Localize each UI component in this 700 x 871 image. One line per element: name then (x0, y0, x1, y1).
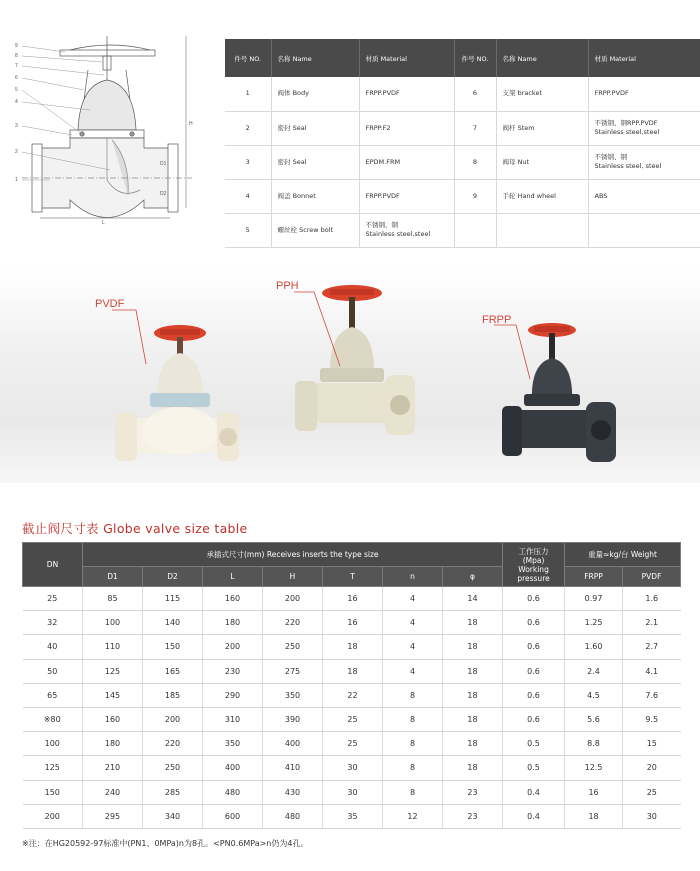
size-cell: 7.6 (623, 683, 681, 707)
size-cell: 0.4 (503, 804, 565, 828)
size-row (23, 659, 681, 683)
size-cell: 18 (443, 707, 503, 731)
size-cell: 0.6 (503, 683, 565, 707)
parts-header-name-2: 名称 Name (496, 39, 588, 77)
parts-cell: 9 (454, 179, 496, 213)
size-cell: 115 (143, 587, 203, 611)
parts-cell: 阀杆 Stem (496, 111, 588, 145)
parts-row (225, 77, 700, 111)
parts-header-name: 名称 Name (271, 39, 359, 77)
parts-row (225, 145, 700, 179)
parts-cell: 不锈钢、钢 Stainless steel,steel (359, 213, 454, 247)
callout-6: 6 (15, 75, 18, 81)
parts-cell: 不锈钢、钢 Stainless steel, steel (588, 145, 700, 179)
size-cell: 18 (443, 683, 503, 707)
parts-cell: FRPP.PVDF (359, 179, 454, 213)
size-row (23, 635, 681, 659)
size-cell: 0.6 (503, 659, 565, 683)
size-cell: 32 (23, 611, 83, 635)
parts-cell: 密封 Seal (271, 111, 359, 145)
parts-header-material: 材质 Material (359, 39, 454, 77)
size-cell: 20 (623, 756, 681, 780)
size-cell: 340 (143, 804, 203, 828)
size-cell: 145 (83, 683, 143, 707)
size-cell: 0.6 (503, 587, 565, 611)
size-cell: 12.5 (565, 756, 623, 780)
size-cell: 9.5 (623, 707, 681, 731)
size-cell: 23 (443, 804, 503, 828)
size-cell: 200 (203, 635, 263, 659)
size-cell: 0.6 (503, 707, 565, 731)
size-cell: 165 (143, 659, 203, 683)
size-cell: 4.1 (623, 659, 681, 683)
parts-cell: 螺丝栓 Screw bolt (271, 213, 359, 247)
size-cell: 230 (203, 659, 263, 683)
size-cell: 0.5 (503, 732, 565, 756)
size-cell: 2.1 (623, 611, 681, 635)
parts-cell: 手轮 Hand wheel (496, 179, 588, 213)
size-cell: 18 (323, 635, 383, 659)
size-cell: 22 (323, 683, 383, 707)
size-cell: 210 (83, 756, 143, 780)
size-cell: 390 (263, 707, 323, 731)
size-cell: 310 (203, 707, 263, 731)
callout-7: 7 (15, 63, 18, 69)
parts-cell: FRPP.PVDF (588, 77, 700, 111)
dim-h: H (189, 121, 193, 127)
parts-row (225, 179, 700, 213)
size-cell: 1.60 (565, 635, 623, 659)
size-cell: 1.25 (565, 611, 623, 635)
size-cell: 85 (83, 587, 143, 611)
size-cell: 30 (623, 804, 681, 828)
size-cell: 8 (383, 707, 443, 731)
size-cell: 23 (443, 780, 503, 804)
parts-header-row (225, 39, 700, 77)
size-cell: 18 (443, 732, 503, 756)
size-row (23, 707, 681, 731)
parts-cell: 不锈钢、钢RPP.PVDF Stainless steel,steel (588, 111, 700, 145)
size-cell: 220 (263, 611, 323, 635)
size-cell: 2.4 (565, 659, 623, 683)
size-cell: 25 (623, 780, 681, 804)
size-cell: 100 (23, 732, 83, 756)
header-l: L (203, 567, 263, 587)
size-cell: 18 (323, 659, 383, 683)
header-d2: D2 (143, 567, 203, 587)
size-cell: 250 (143, 756, 203, 780)
size-cell: 350 (263, 683, 323, 707)
size-cell: 200 (143, 707, 203, 731)
size-cell: 16 (323, 611, 383, 635)
size-cell: 65 (23, 683, 83, 707)
size-row (23, 611, 681, 635)
size-cell: 25 (23, 587, 83, 611)
size-cell: 4 (383, 611, 443, 635)
parts-cell (454, 213, 496, 247)
parts-cell: 1 (225, 77, 271, 111)
size-cell: 25 (323, 732, 383, 756)
header-pressure: 工作压力 (Mpa) Working pressure (503, 543, 565, 587)
frpp-leader (492, 323, 542, 383)
size-cell: 4 (383, 659, 443, 683)
parts-cell: 支架 bracket (496, 77, 588, 111)
size-cell: 8 (383, 683, 443, 707)
pph-label: PPH (276, 280, 299, 292)
dim-d2: D2 (160, 191, 167, 197)
parts-cell: 阀母 Nut (496, 145, 588, 179)
size-cell: 30 (323, 780, 383, 804)
parts-cell: 6 (454, 77, 496, 111)
callout-2: 2 (15, 149, 18, 155)
size-cell: 400 (263, 732, 323, 756)
parts-cell: 密封 Seal (271, 145, 359, 179)
parts-header-material-2: 材质 Material (588, 39, 700, 77)
size-cell: 8 (383, 756, 443, 780)
size-cell: 50 (23, 659, 83, 683)
header-weight: 重量≈kg/台 Weight (565, 543, 681, 567)
size-cell: ※80 (23, 707, 83, 731)
product-photo-band (0, 268, 700, 483)
size-cell: 14 (443, 587, 503, 611)
size-cell: 290 (203, 683, 263, 707)
size-row (23, 683, 681, 707)
size-table (22, 542, 681, 829)
parts-cell: 7 (454, 111, 496, 145)
size-cell: 160 (203, 587, 263, 611)
size-cell: 30 (323, 756, 383, 780)
size-cell: 200 (263, 587, 323, 611)
size-cell: 200 (23, 804, 83, 828)
size-cell: 18 (443, 756, 503, 780)
size-cell: 480 (203, 780, 263, 804)
size-cell: 18 (443, 635, 503, 659)
parts-cell (588, 213, 700, 247)
parts-cell: 8 (454, 145, 496, 179)
size-cell: 1.6 (623, 587, 681, 611)
pvdf-leader (110, 308, 150, 368)
callout-9: 9 (15, 43, 18, 49)
size-cell: 2.7 (623, 635, 681, 659)
size-cell: 220 (143, 732, 203, 756)
header-size-group: 承插式尺寸(mm) Receives inserts the type size (83, 543, 503, 567)
size-cell: 16 (323, 587, 383, 611)
callout-5: 5 (15, 87, 18, 93)
parts-cell: 2 (225, 111, 271, 145)
size-cell: 0.5 (503, 756, 565, 780)
size-cell: 0.6 (503, 635, 565, 659)
size-row (23, 780, 681, 804)
size-cell: 0.4 (503, 780, 565, 804)
size-cell: 8 (383, 780, 443, 804)
parts-table (225, 39, 700, 248)
parts-header-no: 件号 NO. (225, 39, 271, 77)
dim-l: L (102, 220, 105, 225)
size-cell: 4 (383, 635, 443, 659)
header-phi: φ (443, 567, 503, 587)
size-cell: 140 (143, 611, 203, 635)
header-pvdf: PVDF (623, 567, 681, 587)
size-cell: 285 (143, 780, 203, 804)
size-row (23, 587, 681, 611)
valve-section-drawing (10, 30, 205, 225)
size-cell: 40 (23, 635, 83, 659)
parts-cell: 5 (225, 213, 271, 247)
size-cell: 480 (263, 804, 323, 828)
size-cell: 275 (263, 659, 323, 683)
size-row (23, 804, 681, 828)
parts-cell: ABS (588, 179, 700, 213)
size-cell: 150 (143, 635, 203, 659)
size-row (23, 732, 681, 756)
callout-8: 8 (15, 53, 18, 59)
header-n: n (383, 567, 443, 587)
size-cell: 8 (383, 732, 443, 756)
header-d1: D1 (83, 567, 143, 587)
size-cell: 125 (23, 756, 83, 780)
size-cell: 180 (83, 732, 143, 756)
size-cell: 110 (83, 635, 143, 659)
parts-cell: 阀盖 Bonnet (271, 179, 359, 213)
size-cell: 16 (565, 780, 623, 804)
size-cell: 15 (623, 732, 681, 756)
parts-cell: 阀体 Body (271, 77, 359, 111)
size-cell: 295 (83, 804, 143, 828)
size-cell: 35 (323, 804, 383, 828)
size-cell: 600 (203, 804, 263, 828)
size-cell: 350 (203, 732, 263, 756)
size-cell: 18 (443, 659, 503, 683)
size-cell: 410 (263, 756, 323, 780)
callout-3: 3 (15, 123, 18, 129)
callout-1: 1 (15, 177, 18, 183)
size-row (23, 756, 681, 780)
size-cell: 430 (263, 780, 323, 804)
size-cell: 250 (263, 635, 323, 659)
size-cell: 180 (203, 611, 263, 635)
size-cell: 100 (83, 611, 143, 635)
size-cell: 400 (203, 756, 263, 780)
pph-leader (292, 290, 352, 370)
parts-cell: FRPP.F2 (359, 111, 454, 145)
parts-row (225, 213, 700, 247)
parts-cell: 3 (225, 145, 271, 179)
parts-cell: 4 (225, 179, 271, 213)
size-table-title: 截止阀尺寸表 Globe valve size table (22, 521, 248, 536)
size-cell: 8.8 (565, 732, 623, 756)
size-cell: 240 (83, 780, 143, 804)
header-frpp: FRPP (565, 567, 623, 587)
size-cell: 5.6 (565, 707, 623, 731)
header-t: T (323, 567, 383, 587)
header-dn: DN (23, 543, 83, 587)
size-cell: 25 (323, 707, 383, 731)
pvdf-label: PVDF (95, 298, 125, 310)
size-cell: 160 (83, 707, 143, 731)
dim-d1: D1 (160, 161, 167, 167)
size-cell: 4 (383, 587, 443, 611)
size-cell: 4.5 (565, 683, 623, 707)
size-cell: 12 (383, 804, 443, 828)
size-cell: 0.6 (503, 611, 565, 635)
size-cell: 18 (443, 611, 503, 635)
parts-cell: EPDM.FRM (359, 145, 454, 179)
parts-cell: FRPP.PVDF (359, 77, 454, 111)
callout-4: 4 (15, 99, 18, 105)
size-cell: 125 (83, 659, 143, 683)
parts-header-no-2: 件号 NO. (454, 39, 496, 77)
size-cell: 18 (565, 804, 623, 828)
frpp-label: FRPP (482, 314, 512, 326)
size-cell: 185 (143, 683, 203, 707)
footnote: ※注：在HG20592-97标准中(PN1、0MPa)n为8孔。<PN0.6MPa>n仍为4孔。 (22, 839, 309, 848)
parts-row (225, 111, 700, 145)
size-cell: 0.97 (565, 587, 623, 611)
size-cell: 150 (23, 780, 83, 804)
header-h: H (263, 567, 323, 587)
parts-cell (496, 213, 588, 247)
